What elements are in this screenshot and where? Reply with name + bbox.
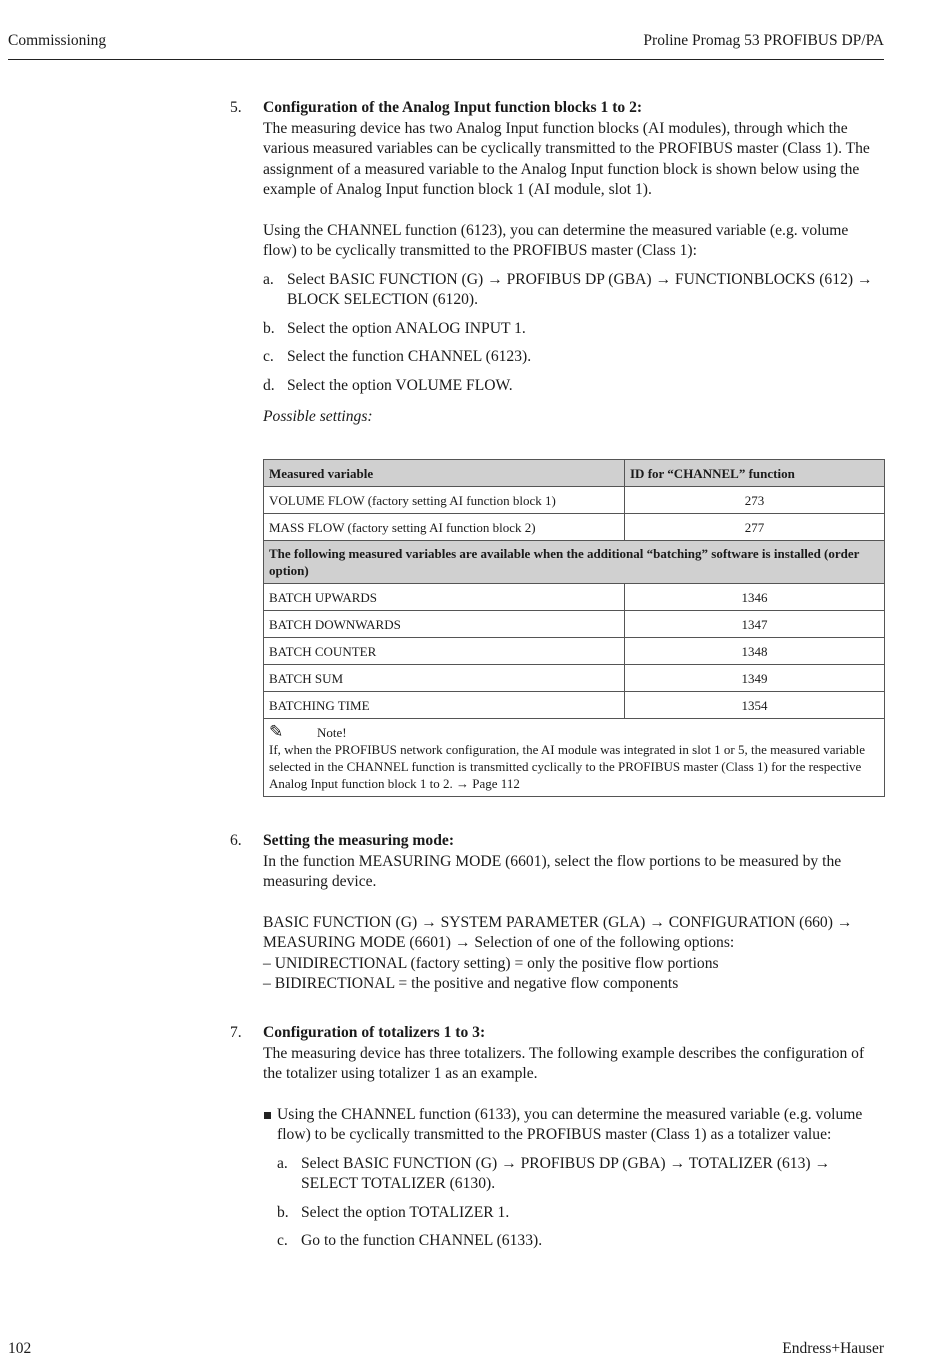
section-title: Configuration of totalizers 1 to 3: (263, 1024, 486, 1041)
paragraph: The measuring device has three totalizers. The following example describes the configuration of the totalizer using totalizer 1 as an example. (263, 1044, 865, 1082)
table-row: BATCH SUM 1349 (264, 665, 885, 692)
table-row: MASS FLOW (factory setting AI function block 2) 277 (264, 514, 885, 541)
channel-table (263, 459, 885, 797)
section-5 (230, 98, 885, 428)
section-number: 6. (230, 832, 242, 849)
section-7 (230, 1023, 885, 1260)
step: a. Select BASIC FUNCTION (G) → PROFIBUS DP (GBA) → FUNCTIONBLOCKS (612) → BLOCK SELECTION (6120). (263, 270, 873, 308)
section-number: 7. (230, 1024, 242, 1041)
table-row: BATCH UPWARDS 1346 (264, 584, 885, 611)
note-cell (264, 719, 885, 797)
bullet-icon (264, 1112, 271, 1119)
step: c. Go to the function CHANNEL (6133). (277, 1232, 543, 1249)
section-title: Configuration of the Analog Input function blocks 1 to 2: (263, 99, 643, 116)
table-row: BATCHING TIME 1354 (264, 692, 885, 719)
section-title: Setting the measuring mode: (263, 832, 455, 849)
header-title: Proline Promag 53 PROFIBUS DP/PA (643, 32, 884, 49)
note-label: Note! (317, 725, 347, 740)
section-6 (230, 831, 885, 995)
column-header: ID for “CHANNEL” function (625, 460, 885, 487)
step: a. Select BASIC FUNCTION (G) → PROFIBUS DP (GBA) → TOTALIZER (613) → SELECT TOTALIZER (6130). (277, 1154, 831, 1192)
page-number: 102 (8, 1340, 32, 1357)
step: b. Select the option ANALOG INPUT 1. (263, 319, 526, 337)
column-header: Measured variable (264, 460, 625, 487)
paragraph: BASIC FUNCTION (G) → SYSTEM PARAMETER (GLA) → CONFIGURATION (660) → MEASURING MODE (6601) → Selection of one of the following options: (263, 913, 853, 951)
paragraph: In the function MEASURING MODE (6601), select the flow portions to be measured by the measuring device. (263, 852, 842, 890)
header-rule (8, 59, 884, 60)
header-section: Commissioning (8, 32, 107, 49)
table-row: BATCH DOWNWARDS 1347 (264, 611, 885, 638)
step: c. Select the function CHANNEL (6123). (263, 348, 532, 365)
possible-settings-label: Possible settings: (263, 408, 373, 425)
pencil-icon: ✎ (269, 722, 284, 741)
footer-brand: Endress+Hauser (782, 1340, 884, 1357)
bullet-item: Using the CHANNEL function (6133), you can determine the measured variable (e.g. volume flow) to be cyclically transmitted to the PROFIBUS master (Class 1) as a totalizer value: a. Select BASIC FUNCTION (G) → PROFIBUS DP (GBA) → TOTALIZER (613) → SELECT TOTALIZER (6130). b. Select the option TOTALIZER 1. c. Go to the function CHANNEL (6133). (263, 1105, 885, 1252)
note-text: If, when the PROFIBUS network configuration, the AI module was integrated in slot 1 or 5, the measured variable selected in the CHANNEL function is transmitted cyclically to the PROFIBUS master (Class 1) for the respective Analog Input function block 1 to 2. → Page 112 (269, 742, 866, 791)
batching-header: The following measured variables are available when the additional “batching” software is installed (order option) (264, 541, 885, 584)
table-row: BATCH COUNTER 1348 (264, 638, 885, 665)
paragraph: Using the CHANNEL function (6123), you can determine the measured variable (e.g. volume flow) to be cyclically transmitted to the PROFIBUS master (Class 1): (263, 221, 849, 259)
section-number: 5. (230, 99, 242, 116)
option: – UNIDIRECTIONAL (factory setting) = only the positive flow portions (263, 954, 719, 972)
step: d. Select the option VOLUME FLOW. (263, 376, 513, 394)
table-row: VOLUME FLOW (factory setting AI function block 1) 273 (264, 487, 885, 514)
option: – BIDIRECTIONAL = the positive and negative flow components (263, 975, 679, 992)
step: b. Select the option TOTALIZER 1. (277, 1203, 510, 1221)
paragraph: The measuring device has two Analog Input function blocks (AI modules), through which the various measured variables can be cyclically transmitted to the PROFIBUS master (Class 1). The assignment of a measured variable to the Analog Input function block is shown below using the example of Analog Input function block 1 (AI module, slot 1). (263, 119, 870, 198)
